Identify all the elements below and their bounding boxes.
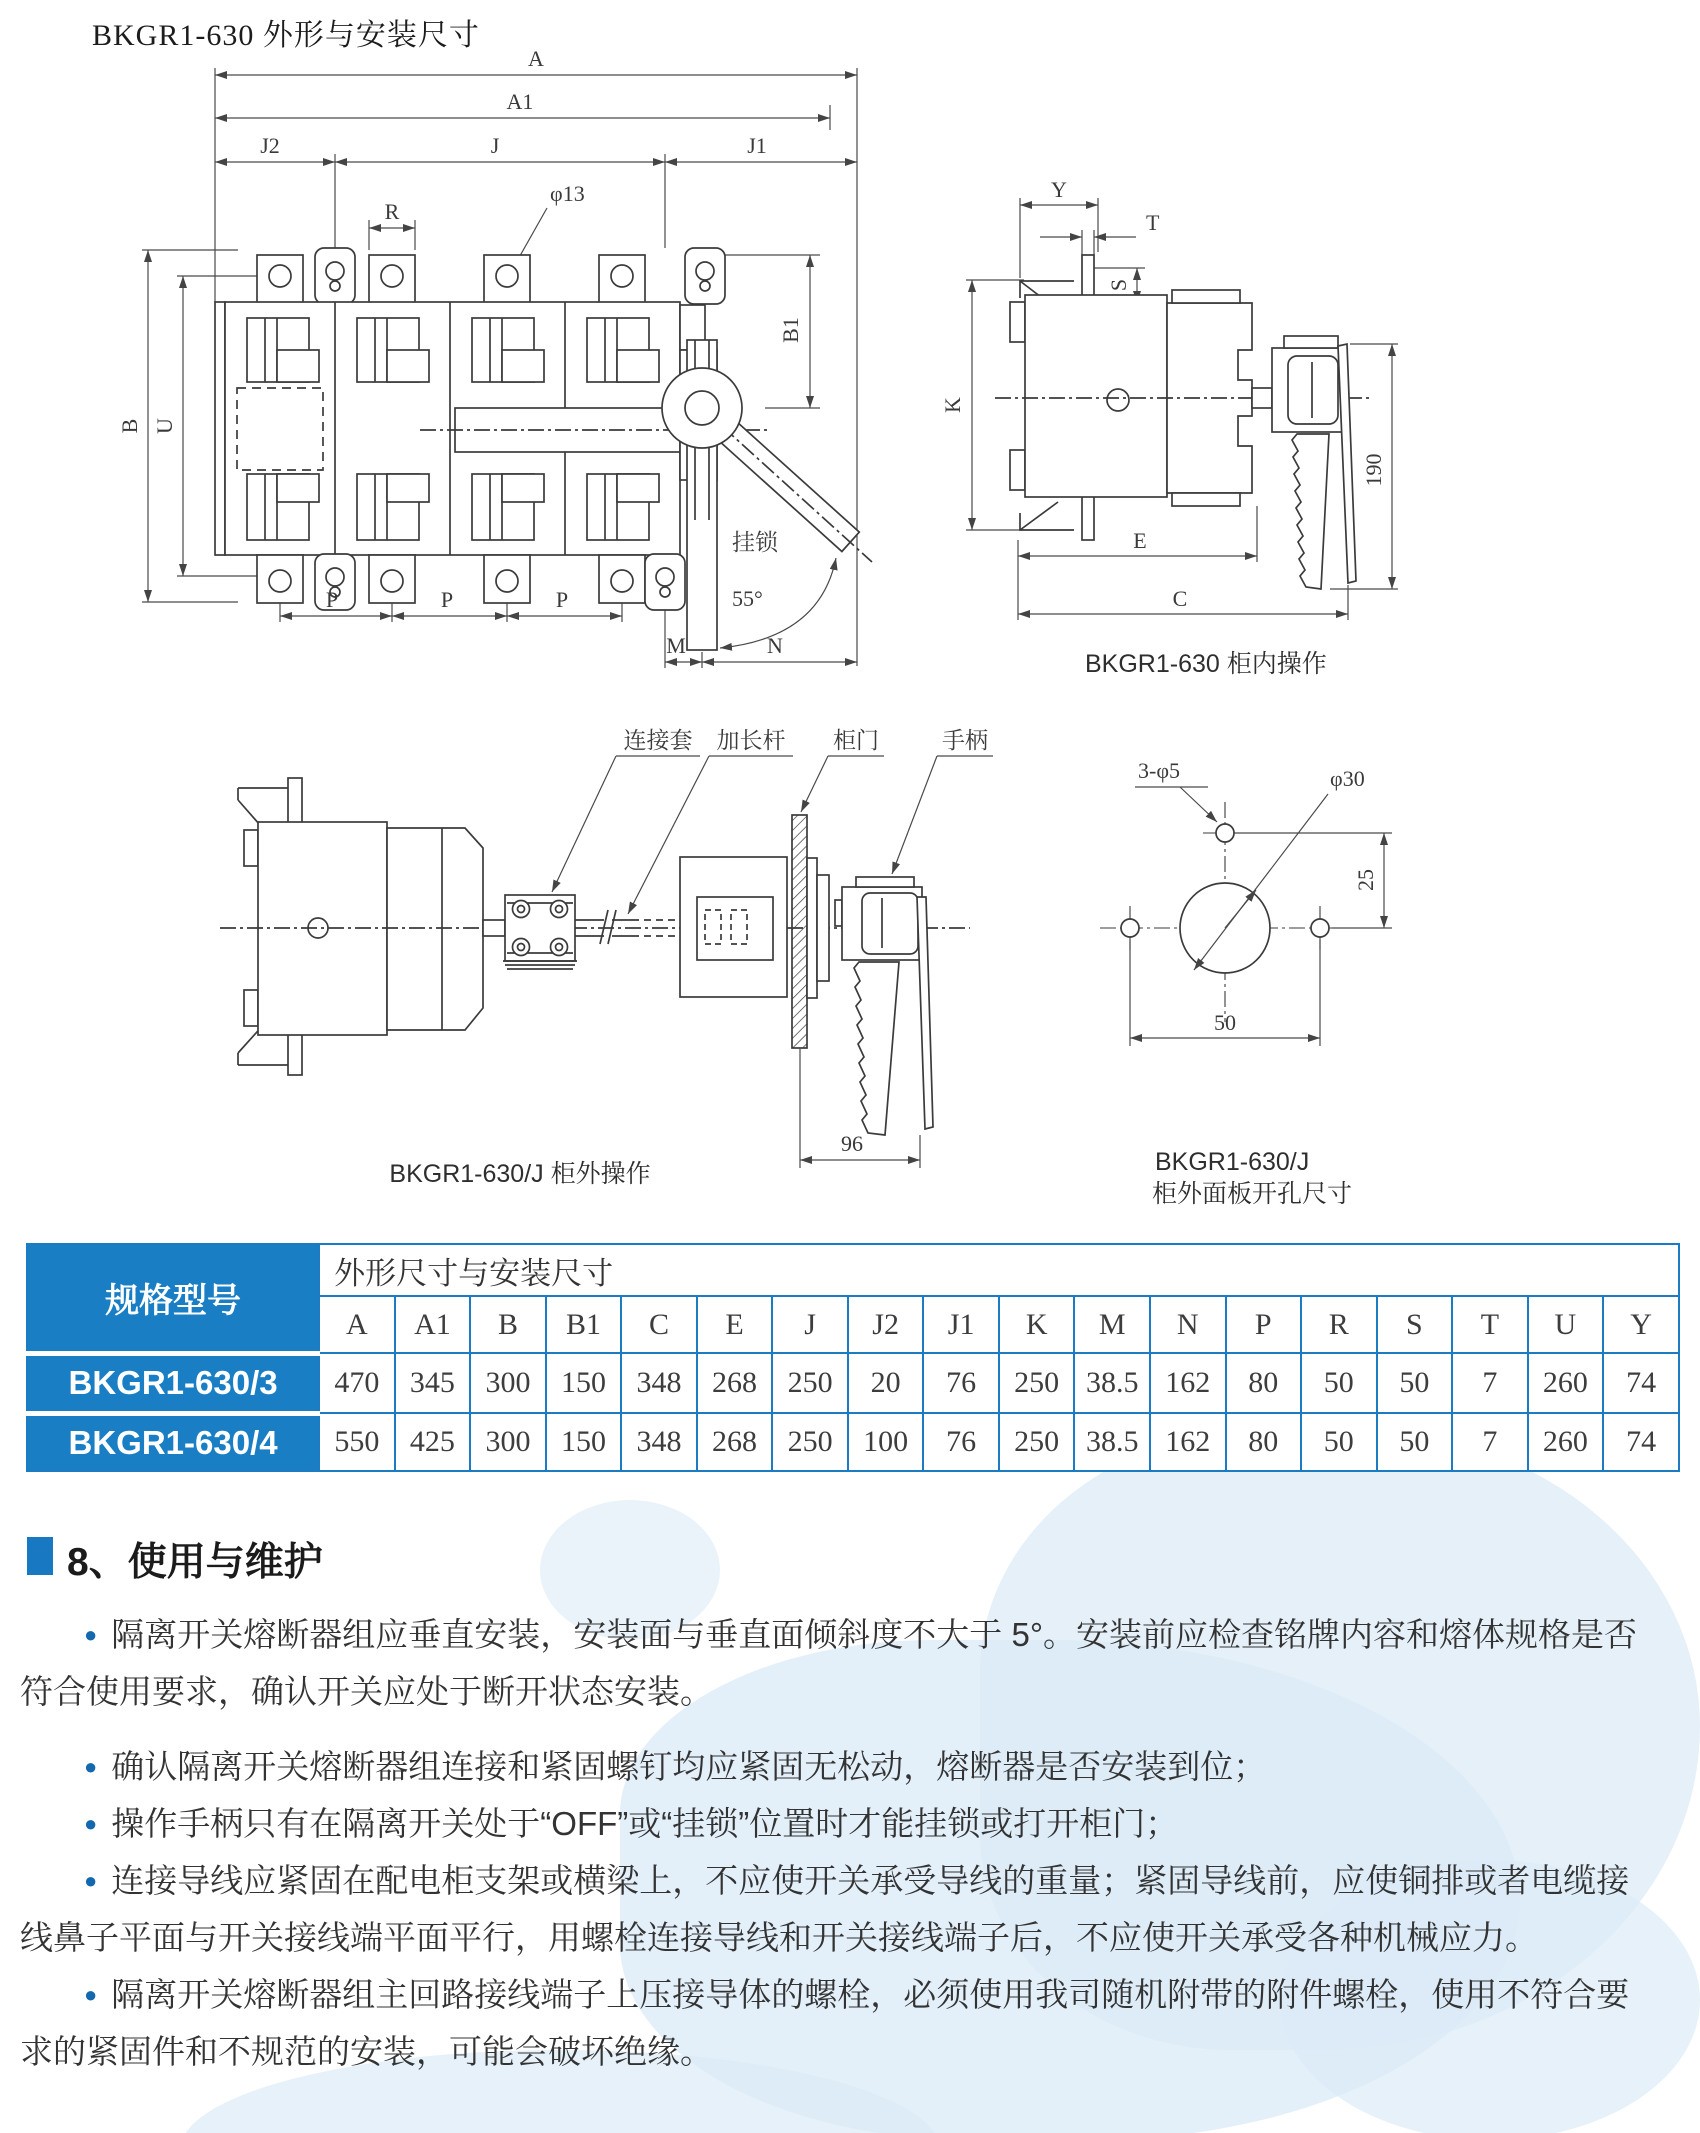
bullet-icon: ●: [84, 1754, 98, 1779]
section-marker-icon: [27, 1537, 53, 1575]
col-header: B: [470, 1296, 546, 1353]
table-header-group: 外形尺寸与安装尺寸: [319, 1244, 1679, 1296]
value-cell: 50: [1377, 1413, 1453, 1471]
page-title: BKGR1-630 外形与安装尺寸: [92, 19, 480, 52]
value-cell: 80: [1226, 1413, 1302, 1471]
side-view-caption: BKGR1-630 柜内操作: [1085, 650, 1327, 678]
dim-label-190: 190: [1361, 453, 1386, 487]
col-header: R: [1301, 1296, 1377, 1353]
value-cell: 470: [319, 1353, 395, 1413]
bullet-text: 隔离开关熔断器组主回路接线端子上压接导体的螺栓，必须使用我司随机附带的附件螺栓，使用不符合要求的紧固件和不规范的安装，可能会破坏绝缘。: [20, 1976, 1630, 2070]
model-cell: BKGR1-630/3: [27, 1353, 319, 1413]
dim-label-50: 50: [1214, 1010, 1236, 1035]
model-cell: BKGR1-630/4: [27, 1413, 319, 1471]
coupling-label: 连接套: [623, 728, 693, 753]
dim-label-p: P: [440, 587, 454, 612]
col-header: Y: [1603, 1296, 1679, 1353]
dim-label-r: R: [384, 199, 400, 224]
dim-label-p: P: [555, 587, 569, 612]
bullet-text: 确认隔离开关熔断器组连接和紧固螺钉均应紧固无松动，熔断器是否安装到位；: [111, 1748, 1267, 1785]
bullet-item: [20, 1606, 1652, 1720]
bullet-icon: ●: [84, 1982, 98, 2007]
value-cell: 80: [1226, 1353, 1302, 1413]
dim-label-phi13: φ13: [550, 181, 585, 206]
dim-label-k: K: [940, 397, 965, 413]
panel-labels: [1138, 758, 1378, 1208]
value-cell: 260: [1528, 1413, 1604, 1471]
section-heading: [27, 1531, 323, 1587]
value-cell: 162: [1150, 1353, 1226, 1413]
value-cell: 150: [546, 1353, 622, 1413]
col-header: U: [1528, 1296, 1604, 1353]
value-cell: 162: [1150, 1413, 1226, 1471]
value-cell: 260: [1528, 1353, 1604, 1413]
col-header: S: [1377, 1296, 1453, 1353]
value-cell: 348: [621, 1353, 697, 1413]
value-cell: 250: [999, 1353, 1075, 1413]
panel-caption-line2: 柜外面板开孔尺寸: [1152, 1180, 1353, 1208]
drawing-side-view: [940, 140, 1540, 710]
value-cell: 300: [470, 1353, 546, 1413]
col-header: A: [319, 1296, 395, 1353]
value-cell: 348: [621, 1413, 697, 1471]
value-cell: 50: [1301, 1353, 1377, 1413]
value-cell: 250: [772, 1353, 848, 1413]
col-header: K: [999, 1296, 1075, 1353]
value-cell: 38.5: [1074, 1413, 1150, 1471]
dim-label-j: J: [490, 133, 500, 158]
external-caption: BKGR1-630/J 柜外操作: [389, 1160, 651, 1188]
col-header: P: [1226, 1296, 1302, 1353]
dim-label-j1: J1: [747, 133, 767, 158]
cabinet-door-label: 柜门: [833, 728, 879, 753]
dim-label-a1: A1: [506, 89, 534, 114]
bullet-item: [20, 1795, 1652, 1852]
value-cell: 20: [848, 1353, 924, 1413]
value-cell: 100: [848, 1413, 924, 1471]
dim-label-t: T: [1146, 210, 1160, 235]
section-title: 8、使用与维护: [67, 1541, 323, 1584]
dim-label-u: U: [152, 418, 177, 434]
dim-label-j2: J2: [260, 133, 280, 158]
table-row: [27, 1413, 1679, 1471]
table-header-model: 规格型号: [27, 1244, 319, 1353]
dim-label-y: Y: [1051, 177, 1067, 202]
dimensions-table: [26, 1243, 1680, 1472]
value-cell: 50: [1301, 1413, 1377, 1471]
col-header: N: [1150, 1296, 1226, 1353]
value-cell: 550: [319, 1413, 395, 1471]
bullet-item: [20, 1852, 1652, 1966]
value-cell: 425: [395, 1413, 471, 1471]
dim-label-96: 96: [841, 1131, 863, 1156]
value-cell: 268: [697, 1413, 773, 1471]
col-header: J1: [923, 1296, 999, 1353]
dim-label-c: C: [1172, 586, 1188, 611]
value-cell: 7: [1452, 1353, 1528, 1413]
value-cell: 76: [923, 1413, 999, 1471]
col-header: J2: [848, 1296, 924, 1353]
front-switch-body: [215, 248, 872, 650]
value-cell: 74: [1603, 1353, 1679, 1413]
value-cell: 76: [923, 1353, 999, 1413]
col-header: C: [621, 1296, 697, 1353]
extension-rod-label: 加长杆: [716, 728, 786, 753]
dim-label-phi30: φ30: [1330, 766, 1365, 791]
value-cell: 345: [395, 1353, 471, 1413]
table-group-row: [27, 1244, 1679, 1296]
value-cell: 7: [1452, 1413, 1528, 1471]
value-cell: 74: [1603, 1413, 1679, 1471]
bullet-icon: ●: [84, 1811, 98, 1836]
padlock-label: 挂锁: [732, 530, 778, 555]
value-cell: 250: [999, 1413, 1075, 1471]
dim-label-m: M: [666, 633, 686, 658]
value-cell: 268: [697, 1353, 773, 1413]
drawing-front-view: [117, 46, 980, 680]
dim-label-b1: B1: [778, 317, 803, 343]
dim-label-p: P: [325, 587, 339, 612]
usage-notes: [20, 1606, 1652, 2080]
dim-label-3phi5: 3-φ5: [1138, 758, 1181, 783]
col-header: M: [1074, 1296, 1150, 1353]
bullet-text: 连接导线应紧固在配电柜支架或横梁上，不应使开关承受导线的重量；紧固导线前，应使铜排或者电缆接线鼻子平面与开关接线端平面平行，用螺栓连接导线和开关接线端子后，不应使开关承受各种机械应力。: [20, 1862, 1630, 1956]
dim-label-b: B: [117, 418, 142, 434]
bullet-icon: ●: [84, 1622, 98, 1647]
handle-label: 手柄: [942, 728, 988, 753]
bullet-text: 操作手柄只有在隔离开关处于“OFF”或“挂锁”位置时才能挂锁或打开柜门；: [111, 1805, 1179, 1842]
side-switch-body: [995, 255, 1370, 589]
value-cell: 38.5: [1074, 1353, 1150, 1413]
bullet-item: [20, 1738, 1652, 1795]
drawing-external-operation: [180, 690, 1000, 1200]
value-cell: 50: [1377, 1353, 1453, 1413]
col-header: J: [772, 1296, 848, 1353]
dim-label-a: A: [528, 46, 544, 71]
bullet-text: 隔离开关熔断器组应垂直安装，安装面与垂直面倾斜度不大于 5°。安装前应检查铭牌内容和熔体规格是否符合使用要求，确认开关应处于断开状态安装。: [20, 1616, 1638, 1710]
value-cell: 300: [470, 1413, 546, 1471]
dim-label-s: S: [1106, 278, 1131, 292]
external-assembly: [220, 778, 970, 1135]
col-header: B1: [546, 1296, 622, 1353]
bullet-item: [20, 1966, 1652, 2080]
col-header: T: [1452, 1296, 1528, 1353]
value-cell: 250: [772, 1413, 848, 1471]
drawing-panel-cutout: [1080, 730, 1520, 1210]
dim-label-angle: 55°: [732, 586, 763, 611]
col-header: E: [697, 1296, 773, 1353]
panel-holes: [1121, 824, 1329, 973]
col-header: A1: [395, 1296, 471, 1353]
table-row: [27, 1353, 1679, 1413]
bullet-icon: ●: [84, 1868, 98, 1893]
dim-label-n: N: [767, 633, 783, 658]
value-cell: 150: [546, 1413, 622, 1471]
dim-label-25: 25: [1353, 869, 1378, 891]
panel-caption-line1: BKGR1-630/J: [1155, 1148, 1310, 1176]
dim-label-e: E: [1133, 528, 1147, 553]
